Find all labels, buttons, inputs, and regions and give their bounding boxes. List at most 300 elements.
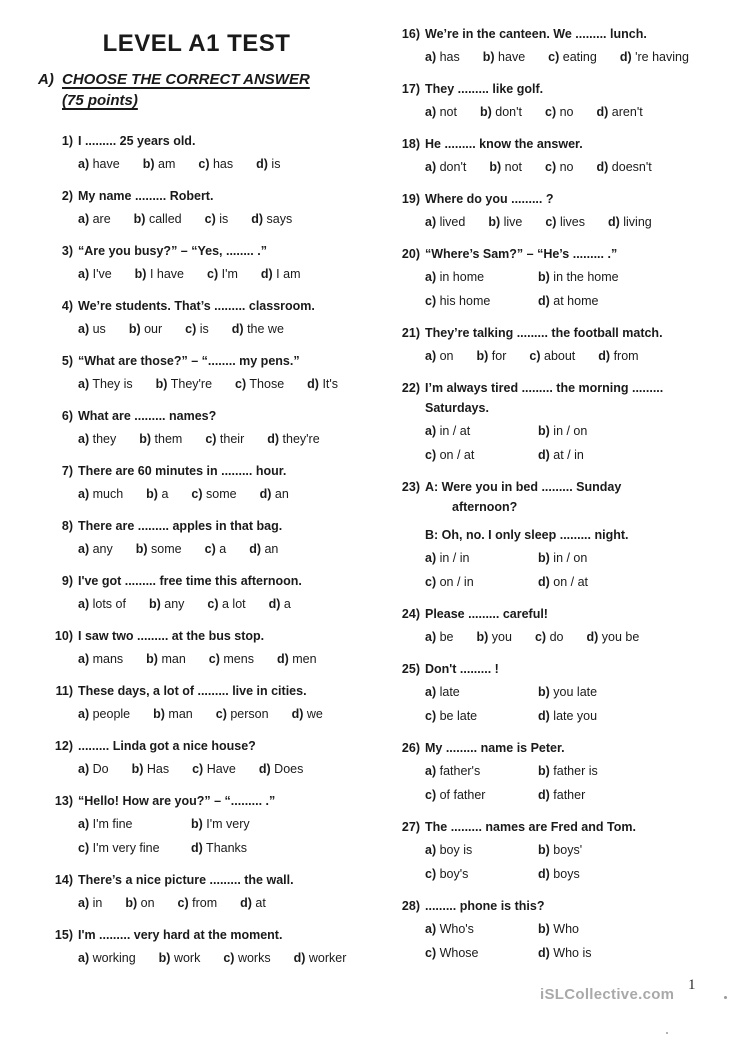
question-lines [78, 791, 385, 811]
answer-option [538, 682, 597, 702]
option-text: is [215, 212, 229, 226]
question-text: “Where’s Sam?” – “He’s ......... .” [425, 247, 618, 261]
option-text: Whose [436, 946, 479, 960]
section-points: (75 points) [62, 92, 138, 109]
option-letter: d) [538, 709, 550, 723]
question-content [425, 378, 736, 465]
option-letter: d) [586, 630, 599, 644]
option-text: we [303, 707, 323, 721]
option-text: no [556, 105, 574, 119]
question-options [78, 649, 385, 669]
question-lines [78, 925, 385, 945]
option-text: says [263, 212, 293, 226]
question-text: Saturdays. [425, 401, 489, 415]
option-letter: d) [538, 788, 550, 802]
option-letter: c) [534, 630, 547, 644]
option-letter: d) [268, 597, 281, 611]
option-text: some [147, 542, 182, 556]
option-text: for [488, 349, 507, 363]
option-letter: b) [538, 922, 550, 936]
answer-option [597, 157, 652, 177]
option-text: Who's [436, 922, 474, 936]
question-lines [78, 406, 385, 426]
option-letter: b) [489, 160, 502, 174]
answer-option [240, 893, 266, 913]
answer-option [232, 319, 284, 339]
option-text: in [89, 896, 103, 910]
answer-option [78, 948, 136, 968]
question [38, 296, 385, 339]
option-text: are [89, 212, 111, 226]
option-text: live [500, 215, 523, 229]
option-letter: a) [78, 322, 90, 336]
option-text: a lot [218, 597, 246, 611]
option-letter: a) [78, 597, 90, 611]
answer-option [78, 814, 191, 834]
option-letter: c) [529, 349, 541, 363]
option-letter: a) [78, 707, 90, 721]
option-letter: d) [260, 267, 273, 281]
option-text: much [89, 487, 124, 501]
question-options [78, 209, 385, 229]
answer-option [249, 539, 278, 559]
question-text: We’re students. That’s ......... classroom. [78, 299, 315, 313]
question-options [425, 346, 736, 366]
question-options [78, 594, 385, 614]
question-text: “What are those?” – “........ my pens.” [78, 354, 300, 368]
option-text: their [216, 432, 245, 446]
option-text: has [436, 50, 460, 64]
answer-option [78, 209, 111, 229]
option-text: be [436, 630, 454, 644]
question [38, 351, 385, 394]
option-text: aren't [608, 105, 643, 119]
question-lines [78, 131, 385, 151]
option-text: Who [549, 922, 579, 936]
question [38, 131, 385, 174]
question-lines [425, 659, 736, 679]
answer-option [207, 594, 245, 614]
question-content [78, 131, 385, 174]
option-letter: c) [192, 762, 204, 776]
option-letter: c) [207, 267, 219, 281]
question-lines [78, 736, 385, 756]
question-text: B: Oh, no. I only sleep ......... night. [425, 528, 629, 542]
option-letter: a) [78, 896, 90, 910]
question-number: 16) [401, 27, 420, 41]
answer-option [538, 919, 592, 939]
option-letter: a) [425, 630, 437, 644]
answer-option [425, 47, 460, 67]
question-content [425, 323, 736, 366]
question-text: I ......... 25 years old. [78, 134, 196, 148]
option-text: lots of [89, 597, 126, 611]
question-text: “Hello! How are you?” – “......... .” [78, 794, 276, 808]
question-content [425, 24, 736, 67]
option-letter: c) [425, 575, 437, 589]
question-options [425, 919, 736, 963]
question-lines [425, 244, 736, 264]
answer-option [425, 548, 538, 568]
option-letter: a) [425, 922, 437, 936]
option-text: working [89, 951, 136, 965]
question-number: 23) [401, 480, 420, 494]
question [38, 186, 385, 229]
answer-option [146, 649, 186, 669]
answer-option [209, 649, 254, 669]
question-text: There’s a nice picture ......... the wall. [78, 873, 294, 887]
question-lines [425, 378, 736, 418]
option-letter: a) [78, 432, 90, 446]
option-letter: b) [538, 685, 550, 699]
answer-option [545, 212, 585, 232]
option-letter: b) [538, 764, 550, 778]
question [385, 604, 736, 647]
answer-option [425, 706, 538, 726]
answer-option [78, 759, 109, 779]
option-letter: d) [256, 157, 268, 171]
option-text: in home [436, 270, 485, 284]
answer-option [132, 759, 170, 779]
option-text: have [89, 157, 120, 171]
option-letter: b) [135, 542, 148, 556]
answer-option [477, 627, 512, 647]
option-letter: b) [158, 951, 171, 965]
question-text: They’re talking ......... the football match. [425, 326, 663, 340]
option-letter: b) [538, 424, 550, 438]
answer-option [535, 627, 564, 647]
question-lines [425, 477, 736, 545]
answer-option [259, 759, 303, 779]
option-letter: b) [133, 212, 146, 226]
option-text: men [288, 652, 317, 666]
question [385, 896, 736, 963]
question-number: 26) [401, 741, 420, 755]
question-lines [78, 681, 385, 701]
question-number: 28) [401, 899, 420, 913]
option-letter: c) [207, 597, 219, 611]
answer-option [207, 264, 238, 284]
option-letter: a) [425, 50, 437, 64]
question [385, 738, 736, 805]
option-text: you late [549, 685, 598, 699]
option-letter: a) [78, 212, 90, 226]
question-number: 2) [61, 189, 73, 203]
option-text: from [188, 896, 218, 910]
answer-option [425, 761, 538, 781]
answer-option [205, 429, 244, 449]
answer-option [538, 548, 588, 568]
question-number: 22) [401, 381, 420, 395]
question-options [78, 704, 385, 724]
question-content [78, 351, 385, 394]
option-text: father is [549, 764, 598, 778]
page-title: LEVEL A1 TEST [102, 30, 291, 57]
right-column [385, 24, 736, 980]
question-text: There are ......... apples in that bag. [78, 519, 283, 533]
answer-option [78, 264, 112, 284]
question [385, 817, 736, 884]
question-number: 12) [54, 739, 73, 753]
option-letter: d) [276, 652, 289, 666]
question-options [78, 814, 385, 858]
answer-option [620, 47, 689, 67]
option-text: boys [549, 867, 580, 881]
question-lines [78, 241, 385, 261]
option-text: worker [305, 951, 347, 965]
option-text: late [436, 685, 460, 699]
answer-option [191, 484, 236, 504]
answer-option [425, 157, 466, 177]
question-options [425, 840, 736, 884]
answer-option [425, 102, 457, 122]
question-lines [425, 79, 736, 99]
answer-option [129, 319, 162, 339]
question-text: ......... Linda got a nice house? [78, 739, 256, 753]
option-text: eating [559, 50, 597, 64]
option-text: mens [219, 652, 254, 666]
option-letter: d) [191, 841, 203, 855]
option-letter: b) [538, 551, 550, 565]
question-options [78, 484, 385, 504]
option-text: in / on [549, 424, 588, 438]
answer-option [267, 429, 319, 449]
islcollective-watermark: iSLCollective.com [540, 986, 675, 1003]
option-letter: a) [425, 270, 437, 284]
option-text: on / in [436, 575, 474, 589]
question-content [425, 817, 736, 884]
answer-option [136, 539, 182, 559]
question-number: 18) [401, 137, 420, 151]
option-letter: d) [258, 762, 271, 776]
option-letter: a) [78, 951, 90, 965]
option-letter: c) [545, 105, 557, 119]
option-text: of father [436, 788, 486, 802]
answer-option [307, 374, 338, 394]
question-lines [78, 870, 385, 890]
question [385, 24, 736, 67]
question-content [425, 134, 736, 177]
option-letter: b) [125, 896, 138, 910]
question [38, 736, 385, 779]
option-letter: a) [425, 551, 437, 565]
answer-option [538, 267, 619, 287]
option-text: no [556, 160, 574, 174]
answer-option [425, 785, 538, 805]
option-text: mans [89, 652, 124, 666]
option-text: some [202, 487, 237, 501]
option-letter: d) [538, 946, 550, 960]
question-number: 10) [54, 629, 73, 643]
question-number: 27) [401, 820, 420, 834]
answer-option [538, 943, 592, 963]
question [385, 79, 736, 122]
option-text: his home [436, 294, 491, 308]
answer-option [277, 649, 317, 669]
answer-option [489, 157, 522, 177]
answer-option [480, 102, 522, 122]
option-letter: b) [191, 817, 203, 831]
answer-option [598, 346, 638, 366]
answer-option [425, 682, 538, 702]
option-text: on [436, 349, 454, 363]
question-text: I'm ......... very hard at the moment. [78, 928, 283, 942]
option-letter: d) [598, 349, 611, 363]
question-text: The ......... names are Fred and Tom. [425, 820, 636, 834]
option-letter: a) [425, 160, 437, 174]
question-number: 25) [401, 662, 420, 676]
question-number: 24) [401, 607, 420, 621]
question-number: 9) [61, 574, 73, 588]
question-number: 14) [54, 873, 73, 887]
option-text: works [234, 951, 271, 965]
answer-option [425, 445, 538, 465]
option-letter: b) [488, 215, 501, 229]
question-content [78, 461, 385, 504]
option-text: a [157, 487, 169, 501]
option-text: man [157, 652, 186, 666]
option-letter: d) [291, 707, 304, 721]
option-letter: d) [251, 212, 264, 226]
option-text: Have [203, 762, 236, 776]
option-text: don't [491, 105, 522, 119]
option-letter: b) [538, 843, 550, 857]
option-text: not [501, 160, 522, 174]
question-content [425, 738, 736, 805]
question-text: He ......... know the answer. [425, 137, 583, 151]
option-text: They is [89, 377, 133, 391]
answer-option [425, 627, 454, 647]
question-number: 19) [401, 192, 420, 206]
question [385, 477, 736, 592]
question [385, 659, 736, 726]
answer-option [538, 785, 598, 805]
option-letter: c) [425, 788, 437, 802]
option-text: a [280, 597, 291, 611]
question-lines [425, 189, 736, 209]
option-letter: b) [155, 377, 168, 391]
question-options [78, 429, 385, 449]
answer-option [198, 154, 233, 174]
option-letter: d) [538, 575, 550, 589]
question-options [78, 948, 385, 968]
option-text: Thanks [202, 841, 248, 855]
question-text: ......... phone is this? [425, 899, 545, 913]
option-letter: c) [425, 946, 437, 960]
questions-right [385, 24, 736, 963]
option-text: 're having [631, 50, 689, 64]
question-lines [425, 817, 736, 837]
option-letter: a) [425, 105, 437, 119]
question-text: My name ......... Robert. [78, 189, 214, 203]
option-letter: a) [425, 764, 437, 778]
page-number: 1 [688, 977, 696, 993]
question-text: There are 60 minutes in ......... hour. [78, 464, 287, 478]
option-letter: c) [78, 841, 90, 855]
option-letter: b) [146, 652, 158, 666]
option-text: people [89, 707, 131, 721]
question-options [78, 759, 385, 779]
option-text: a [215, 542, 227, 556]
question-content [78, 516, 385, 559]
question-options [425, 682, 736, 726]
answer-option [425, 919, 538, 939]
answer-option [78, 649, 123, 669]
question-number: 6) [61, 409, 73, 423]
question [38, 626, 385, 669]
answer-option [425, 346, 454, 366]
question-text: A: Were you in bed ......... Sunday [425, 480, 622, 494]
option-letter: a) [425, 843, 437, 857]
question [38, 241, 385, 284]
option-text: I'm very [202, 817, 250, 831]
question-number: 20) [401, 247, 420, 261]
option-text: don't [436, 160, 467, 174]
question-text: What are ......... names? [78, 409, 217, 423]
option-text: have [494, 50, 526, 64]
answer-option [545, 102, 574, 122]
option-text: them [151, 432, 183, 446]
question-lines [78, 516, 385, 536]
option-letter: b) [134, 267, 147, 281]
option-text: They're [167, 377, 213, 391]
question [38, 461, 385, 504]
answer-option [223, 948, 270, 968]
option-text: lives [556, 215, 585, 229]
question [385, 378, 736, 465]
scan-artifact-dot [666, 1032, 668, 1034]
option-text: called [145, 212, 182, 226]
question [38, 406, 385, 449]
question-lines [78, 351, 385, 371]
option-letter: d) [538, 448, 550, 462]
answer-option [294, 948, 347, 968]
question [38, 516, 385, 559]
answer-option [78, 539, 113, 559]
option-letter: d) [293, 951, 306, 965]
option-text: an [271, 487, 289, 501]
section-instruction: CHOOSE THE CORRECT ANSWER [62, 71, 310, 88]
answer-option [78, 704, 130, 724]
question [385, 134, 736, 177]
option-text: boys' [549, 843, 583, 857]
option-letter: c) [205, 432, 217, 446]
question-lines [78, 626, 385, 646]
option-text: us [89, 322, 106, 336]
section-label: A) [38, 71, 54, 88]
question [38, 870, 385, 913]
option-text: It's [318, 377, 339, 391]
option-letter: b) [482, 50, 495, 64]
option-text: boy's [436, 867, 469, 881]
section-heading [38, 69, 385, 111]
option-letter: b) [146, 487, 158, 501]
answer-option [125, 893, 154, 913]
option-text: living [619, 215, 652, 229]
option-letter: b) [153, 707, 165, 721]
option-text: I have [146, 267, 185, 281]
option-text: they [89, 432, 117, 446]
question-number: 4) [61, 299, 73, 313]
option-letter: b) [476, 630, 489, 644]
answer-option [292, 704, 323, 724]
question-content [78, 870, 385, 913]
option-letter: c) [191, 487, 203, 501]
question-content [425, 477, 736, 592]
answer-option [529, 346, 575, 366]
question-content [78, 791, 385, 858]
answer-option [78, 374, 133, 394]
